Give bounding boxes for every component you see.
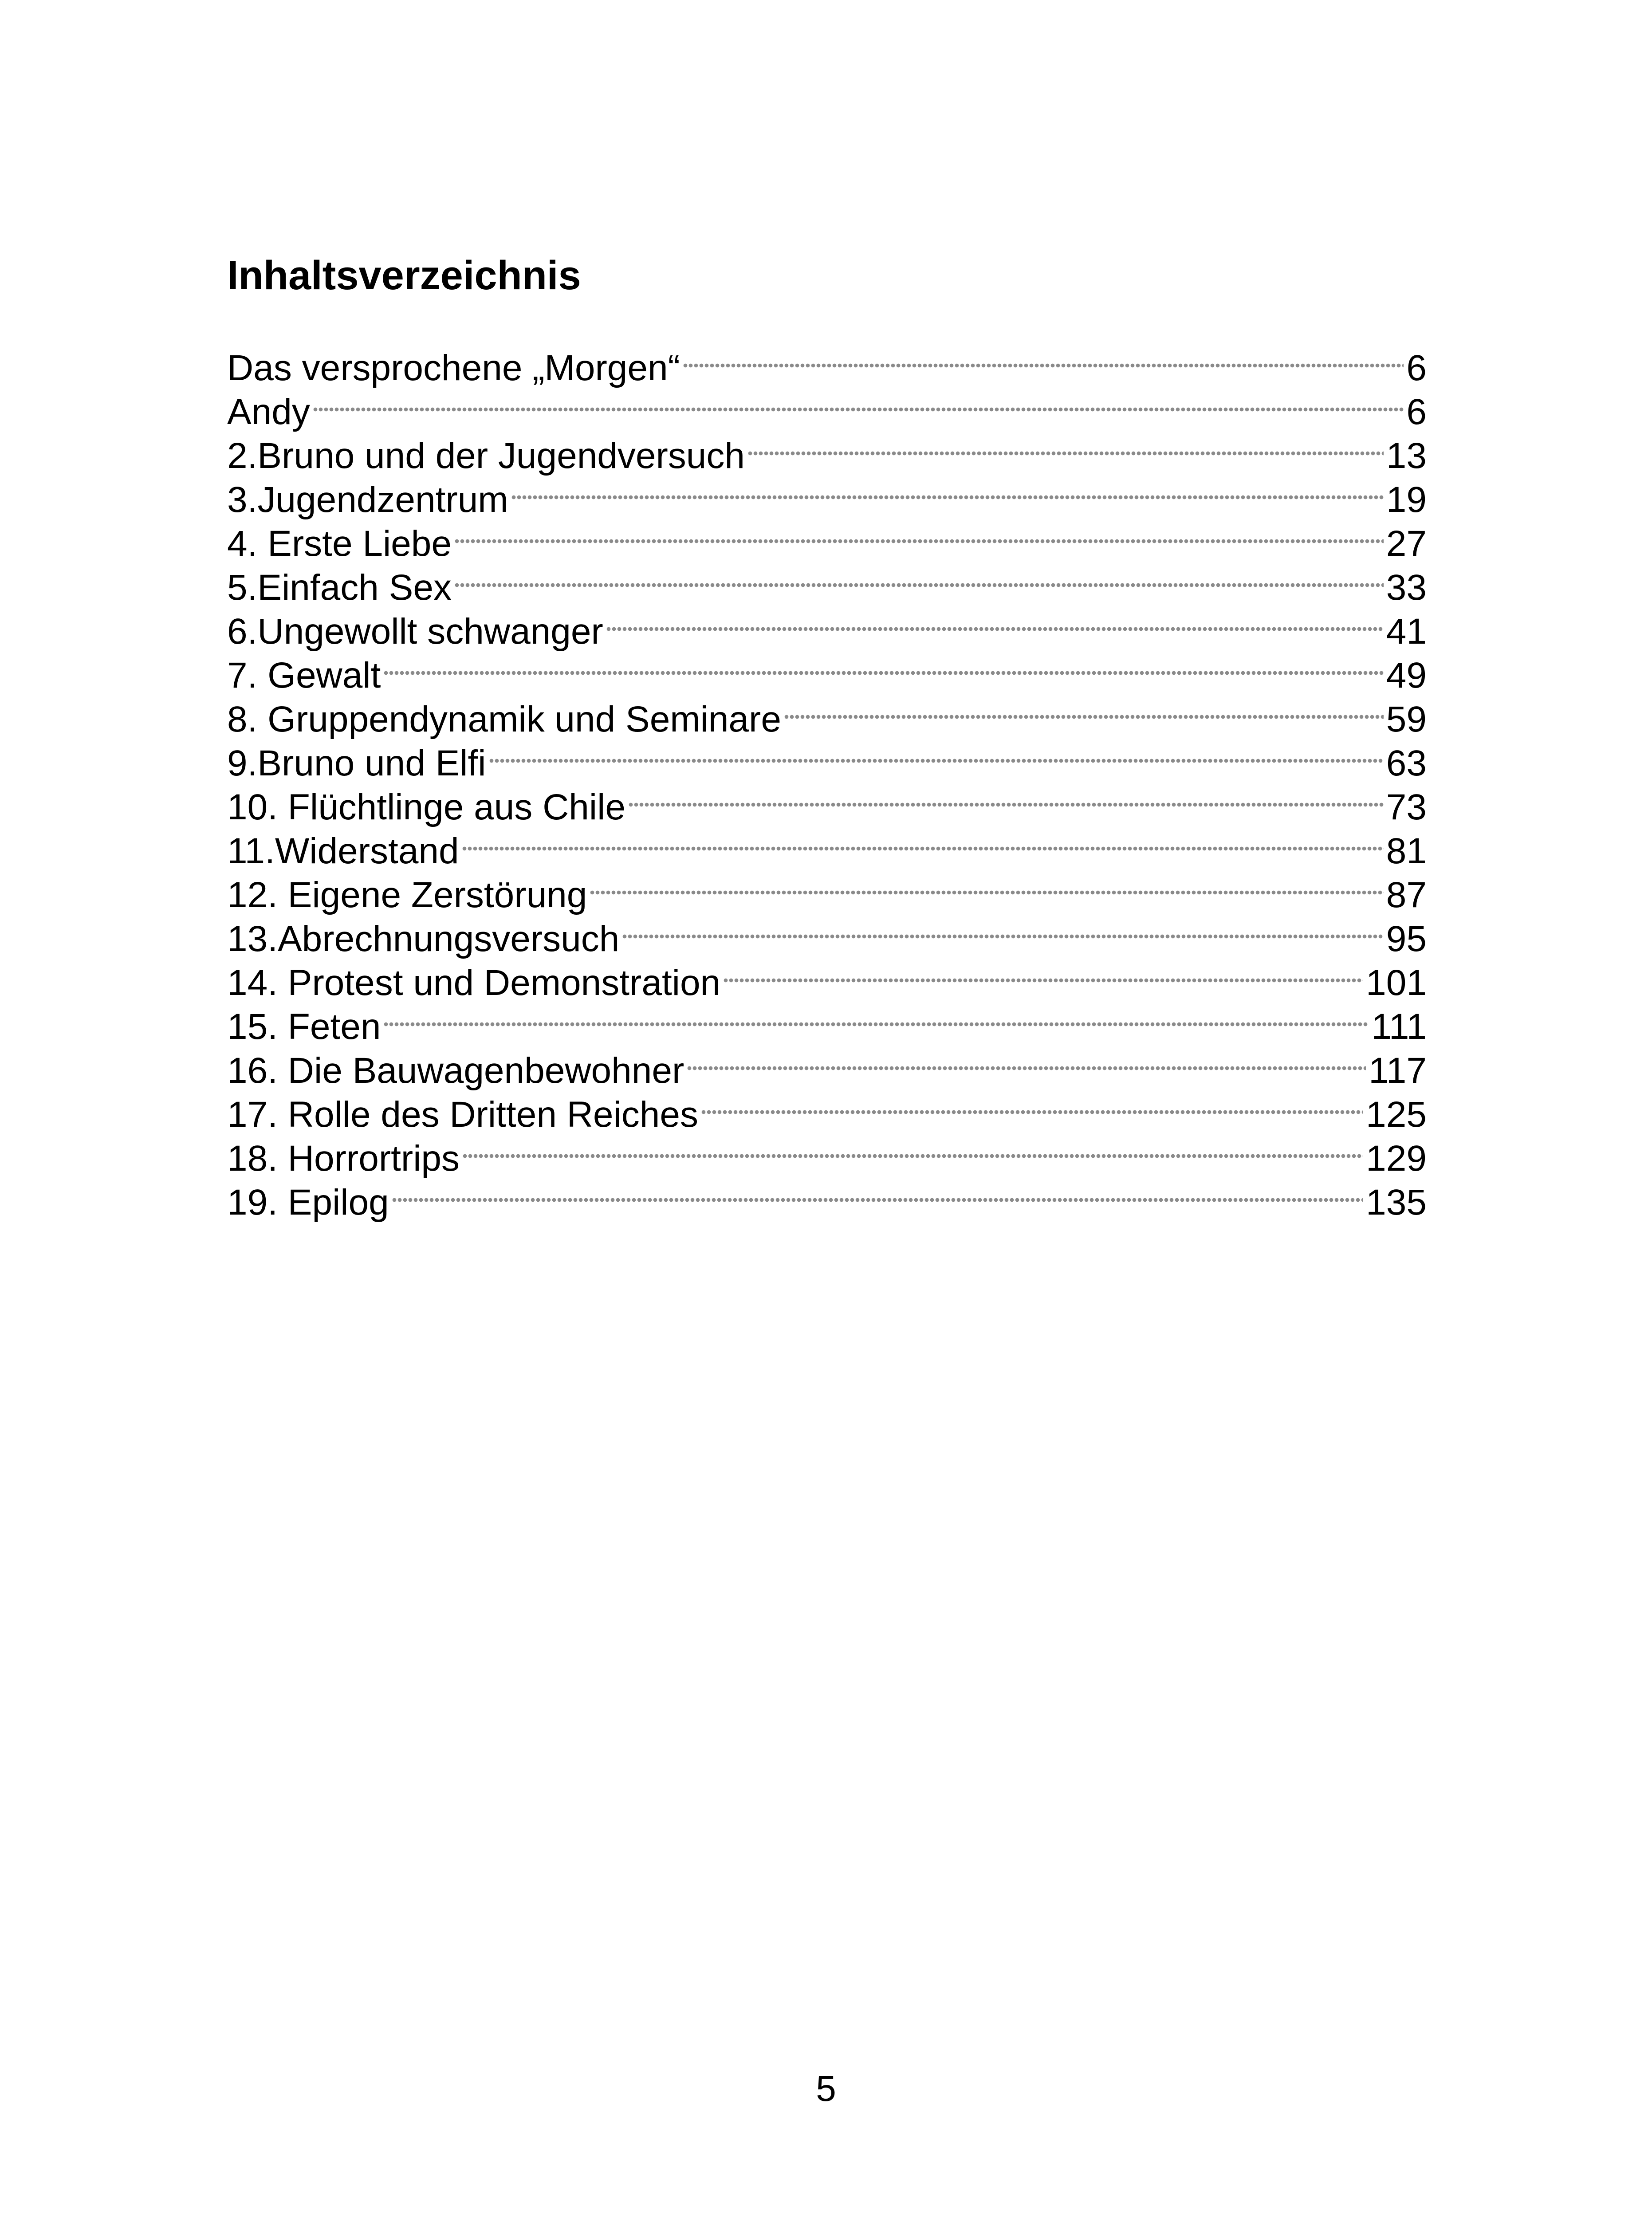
toc-entry-title: 9.Bruno und Elfi: [227, 743, 486, 783]
toc-entry[interactable]: [227, 434, 1427, 478]
toc-entry-page: 87: [1386, 875, 1427, 915]
toc-entry-page: 59: [1386, 699, 1427, 739]
toc-entry[interactable]: [227, 610, 1427, 653]
toc-entry[interactable]: [227, 390, 1427, 434]
page-number: 5: [816, 2069, 836, 2109]
dot-leader: [590, 890, 1383, 895]
toc-entry-title: 19. Epilog: [227, 1182, 389, 1223]
toc-entry-title: 18. Horrortrips: [227, 1138, 460, 1179]
toc-entry-page: 41: [1386, 611, 1427, 652]
toc-entry-page: 117: [1369, 1050, 1427, 1091]
toc-entry-title: 8. Gruppendynamik und Seminare: [227, 699, 781, 739]
dot-leader: [383, 670, 1383, 676]
toc-entry[interactable]: [227, 653, 1427, 697]
toc-entry-page: 27: [1386, 523, 1427, 564]
toc-entry-title: 4. Erste Liebe: [227, 523, 452, 564]
toc-entry-page: 63: [1386, 743, 1427, 783]
toc-entry-title: 7. Gewalt: [227, 655, 381, 696]
toc-entry[interactable]: [227, 1180, 1427, 1224]
toc-entry[interactable]: [227, 917, 1427, 961]
toc-entry-page: 19: [1386, 480, 1427, 520]
toc-entry[interactable]: [227, 1005, 1427, 1049]
toc-entry-page: 49: [1386, 655, 1427, 696]
dot-leader: [622, 934, 1383, 939]
toc-entry-page: 111: [1371, 1007, 1427, 1047]
toc-entry-title: 15. Feten: [227, 1007, 381, 1047]
toc-entry-page: 95: [1386, 919, 1427, 959]
toc-entry-title: 12. Eigene Zerstörung: [227, 875, 587, 915]
toc-entry[interactable]: [227, 1093, 1427, 1137]
toc-entry[interactable]: [227, 785, 1427, 829]
dot-leader: [701, 1109, 1363, 1115]
toc-entry-title: 13.Abrechnungsversuch: [227, 919, 620, 959]
toc-entry[interactable]: [227, 1049, 1427, 1093]
toc-entry-page: 33: [1386, 567, 1427, 608]
toc-entry[interactable]: [227, 346, 1427, 390]
toc-entry[interactable]: [227, 566, 1427, 610]
toc-entry[interactable]: [227, 873, 1427, 917]
toc-entry-title: 14. Protest und Demonstration: [227, 963, 721, 1003]
toc-entry-page: 73: [1386, 787, 1427, 827]
toc-entry-page: 13: [1386, 436, 1427, 476]
toc-entry-page: 6: [1406, 348, 1427, 388]
toc-entry[interactable]: [227, 829, 1427, 873]
toc-entry-page: 101: [1366, 963, 1427, 1003]
toc-entry[interactable]: [227, 697, 1427, 741]
toc-entry-page: 129: [1366, 1138, 1427, 1179]
toc-entry-page: 6: [1406, 392, 1427, 432]
dot-leader: [383, 1022, 1369, 1027]
toc-entry-title: 6.Ungewollt schwanger: [227, 611, 603, 652]
dot-leader: [687, 1066, 1366, 1071]
dot-leader: [454, 539, 1384, 544]
dot-leader: [462, 1153, 1363, 1159]
toc-entry-title: 2.Bruno und der Jugendversuch: [227, 436, 745, 476]
dot-leader: [784, 714, 1384, 720]
dot-leader: [723, 978, 1363, 983]
dot-leader: [606, 626, 1384, 632]
dot-leader: [462, 846, 1384, 851]
toc-entry-title: Das versprochene „Morgen“: [227, 348, 680, 388]
toc-entry[interactable]: [227, 522, 1427, 566]
toc-entry-title: 5.Einfach Sex: [227, 567, 452, 608]
dot-leader: [392, 1197, 1363, 1203]
toc-entry-title: 17. Rolle des Dritten Reiches: [227, 1094, 698, 1135]
toc-entry[interactable]: [227, 478, 1427, 522]
dot-leader: [747, 451, 1384, 456]
toc-entry[interactable]: [227, 961, 1427, 1005]
toc-entry[interactable]: [227, 1137, 1427, 1180]
toc-heading: Inhaltsverzeichnis: [227, 253, 581, 298]
toc-entry[interactable]: [227, 741, 1427, 785]
toc-entry-title: 16. Die Bauwagenbewohner: [227, 1050, 684, 1091]
dot-leader: [489, 758, 1384, 763]
dot-leader: [313, 407, 1404, 412]
dot-leader: [511, 495, 1384, 500]
toc-entry-page: 81: [1386, 831, 1427, 871]
dot-leader: [683, 363, 1404, 368]
toc-entry-title: 3.Jugendzentrum: [227, 480, 508, 520]
toc-entry-title: Andy: [227, 392, 310, 432]
toc-entry-title: 10. Flüchtlinge aus Chile: [227, 787, 625, 827]
table-of-contents: [227, 346, 1427, 1224]
toc-entry-page: 135: [1366, 1182, 1427, 1223]
dot-leader: [628, 802, 1384, 807]
toc-entry-title: 11.Widerstand: [227, 831, 459, 871]
toc-entry-page: 125: [1366, 1094, 1427, 1135]
dot-leader: [454, 582, 1384, 588]
